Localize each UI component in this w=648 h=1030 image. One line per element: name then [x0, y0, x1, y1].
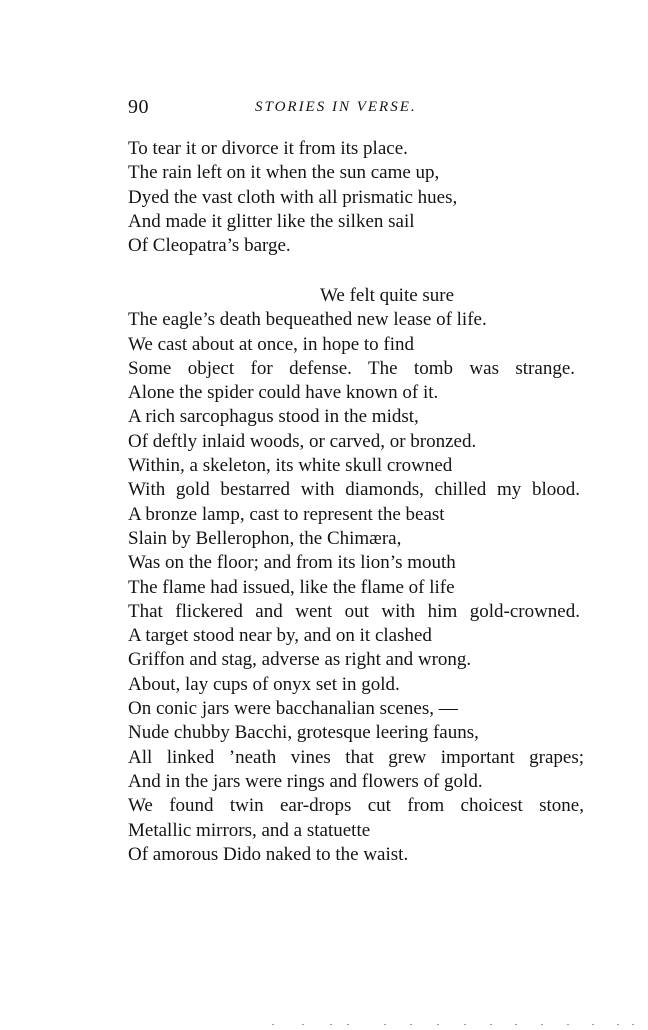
verse-line-indented: We felt quite sure [320, 285, 455, 306]
verse-line: Of amorous Dido naked to the waist. [128, 843, 409, 865]
verse-line: Of deftly inlaid woods, or carved, or bronzed. [128, 430, 477, 452]
verse-line: And in the jars were rings and flowers of gold. [128, 770, 483, 792]
verse-line: Alone the spider could have known of it. [128, 382, 439, 404]
stanza-1 [128, 137, 457, 258]
verse-line: Within, a skeleton, its white skull crowned [128, 455, 453, 477]
verse-line: Was on the floor; and from its lion’s mouth [128, 552, 456, 574]
verse-line: That flickered and went out with him gold-crowned. [128, 600, 580, 622]
page-number: 90 [128, 96, 149, 118]
verse-line: A rich sarcophagus stood in the midst, [128, 406, 419, 428]
verse-line: Slain by Bellerophon, the Chimæra, [128, 527, 402, 549]
scan-specks [0, 1022, 648, 1028]
verse-line: The eagle’s death bequeathed new lease of life. [128, 309, 487, 331]
verse-line: Of Cleopatra’s barge. [128, 235, 291, 257]
verse-line: Dyed the vast cloth with all prismatic hues, [128, 186, 458, 208]
verse-line: We found twin ear-drops cut from choicest stone, [128, 795, 584, 817]
verse-line: About, lay cups of onyx set in gold. [128, 673, 400, 695]
verse-line: Nude chubby Bacchi, grotesque leering fauns, [128, 722, 479, 744]
verse-line: We cast about at once, in hope to find [128, 333, 415, 355]
verse-line: The rain left on it when the sun came up, [128, 162, 440, 184]
verse-line: Griffon and stag, adverse as right and wrong. [128, 649, 472, 671]
verse-line: Metallic mirrors, and a statuette [128, 819, 371, 841]
verse-line: On conic jars were bacchanalian scenes, — [128, 698, 458, 720]
verse-line: With gold bestarred with diamonds, chilled my blood. [128, 479, 580, 501]
verse-line: Some object for defense. The tomb was strange. [128, 357, 575, 379]
verse-line: A bronze lamp, cast to represent the beast [128, 503, 445, 525]
verse-line: To tear it or divorce it from its place. [128, 138, 408, 159]
verse-line: A target stood near by, and on it clashed [128, 625, 432, 647]
verse-line: And made it glitter like the silken sail [128, 210, 415, 232]
running-head: STORIES IN VERSE. [255, 99, 417, 115]
stanza-2 [128, 284, 584, 867]
verse-line: The flame had issued, like the flame of life [128, 576, 455, 598]
verse-line: All linked ’neath vines that grew important grapes; [128, 746, 584, 768]
